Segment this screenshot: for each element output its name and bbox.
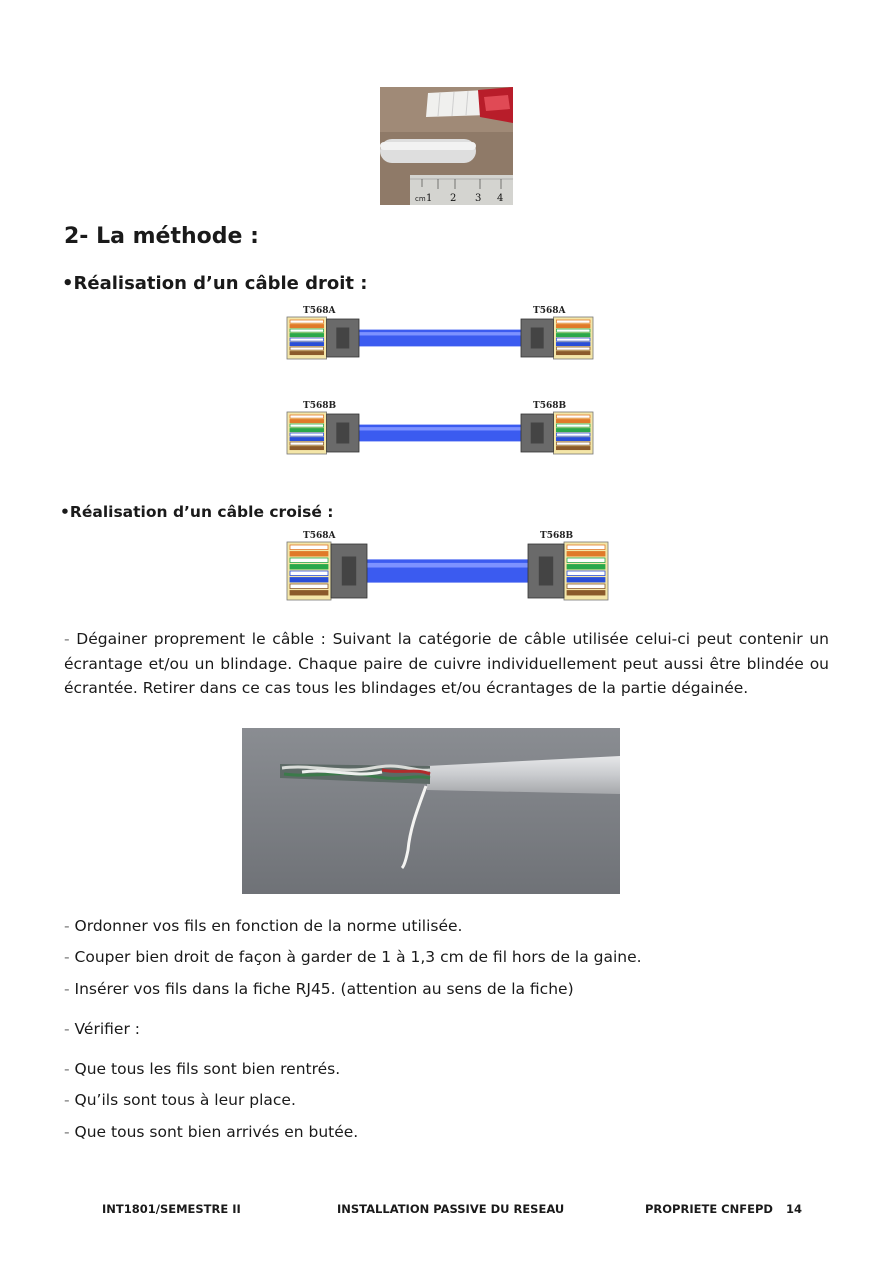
check-wires-placed bbox=[64, 1091, 296, 1109]
cable-highlight bbox=[363, 563, 532, 568]
straight-cable-diagram-t568b bbox=[285, 398, 595, 458]
step-insert-wires bbox=[64, 980, 574, 998]
straight-cable-heading bbox=[62, 273, 367, 294]
dash: - bbox=[64, 1091, 70, 1109]
footer-title: INSTALLATION PASSIVE DU RESEAU bbox=[337, 1202, 565, 1216]
straight-cable-diagram-t568a bbox=[285, 303, 595, 363]
left-rj45-plug bbox=[287, 317, 359, 359]
stripping-paragraph bbox=[64, 627, 829, 701]
step-cut-wires bbox=[64, 948, 642, 966]
dash: - bbox=[64, 1020, 70, 1038]
left-standard-label: T568B bbox=[303, 401, 337, 411]
step-verify bbox=[64, 1020, 140, 1038]
right-rj45-plug bbox=[521, 412, 593, 454]
bullet: • bbox=[62, 273, 74, 294]
right-standard-label: T568A bbox=[533, 306, 566, 316]
ruler-mark-3: 3 bbox=[475, 193, 482, 204]
left-standard-label: T568A bbox=[303, 306, 336, 316]
cable-highlight bbox=[355, 332, 525, 335]
paragraph-text: Dégainer proprement le câble : Suivant la catégorie de câble utilisée celui-ci peut contenir un écrantage et/ou un blindage. Chaque paire de cuivre individuellement peut aussi être blindée ou écrantée. Retirer dans ce cas tous les blindages et/ou écrantages de la partie dégainée. bbox=[64, 630, 829, 697]
ruler-mark-2: 2 bbox=[450, 193, 457, 204]
dash: - bbox=[64, 948, 70, 966]
cable-jacket bbox=[355, 330, 525, 347]
step-text: Que tous sont bien arrivés en butée. bbox=[74, 1123, 359, 1141]
page-number: 14 bbox=[786, 1202, 803, 1216]
step-text: Ordonner vos fils en fonction de la norme utilisée. bbox=[74, 917, 463, 935]
cable-jacket bbox=[355, 425, 525, 442]
right-standard-label: T568B bbox=[540, 531, 574, 541]
step-text: Qu’ils sont tous à leur place. bbox=[74, 1091, 296, 1109]
crossover-cable-heading bbox=[60, 503, 333, 521]
ruler-unit-label: cm bbox=[415, 195, 426, 203]
left-rj45-plug bbox=[287, 412, 359, 454]
straight-cable-title: Réalisation d’un câble droit : bbox=[73, 273, 368, 294]
ruler-mark-4: 4 bbox=[497, 193, 504, 204]
stripped-cable-photo bbox=[242, 728, 620, 894]
step-text: Vérifier : bbox=[74, 1020, 140, 1038]
right-rj45-plug bbox=[521, 317, 593, 359]
step-text: Insérer vos fils dans la fiche RJ45. (attention au sens de la fiche) bbox=[74, 980, 574, 998]
left-standard-label: T568A bbox=[303, 531, 336, 541]
section-heading: 2- La méthode : bbox=[64, 224, 259, 249]
dash: - bbox=[64, 630, 70, 648]
check-wires-inserted bbox=[64, 1060, 340, 1078]
step-order-wires bbox=[64, 917, 462, 935]
bullet: • bbox=[60, 503, 70, 521]
footer-owner: PROPRIETE CNFEPD bbox=[645, 1202, 773, 1216]
right-rj45-plug bbox=[528, 542, 608, 600]
right-standard-label: T568B bbox=[533, 401, 567, 411]
ruler-mark-1: 1 bbox=[426, 193, 433, 204]
dash: - bbox=[64, 1060, 70, 1078]
step-text: Que tous les fils sont bien rentrés. bbox=[74, 1060, 341, 1078]
cable-highlight bbox=[355, 427, 525, 430]
crossover-cable-diagram bbox=[285, 528, 610, 606]
crossover-cable-title: Réalisation d’un câble croisé : bbox=[69, 503, 334, 521]
footer-course: INT1801/SEMESTRE II bbox=[102, 1202, 241, 1216]
step-text: Couper bien droit de façon à garder de 1 à 1,3 cm de fil hors de la gaine. bbox=[74, 948, 642, 966]
left-rj45-plug bbox=[287, 542, 367, 600]
dash: - bbox=[64, 1123, 70, 1141]
dash: - bbox=[64, 917, 70, 935]
check-wires-seated bbox=[64, 1123, 358, 1141]
cable-stripping-photo bbox=[380, 87, 513, 205]
dash: - bbox=[64, 980, 70, 998]
